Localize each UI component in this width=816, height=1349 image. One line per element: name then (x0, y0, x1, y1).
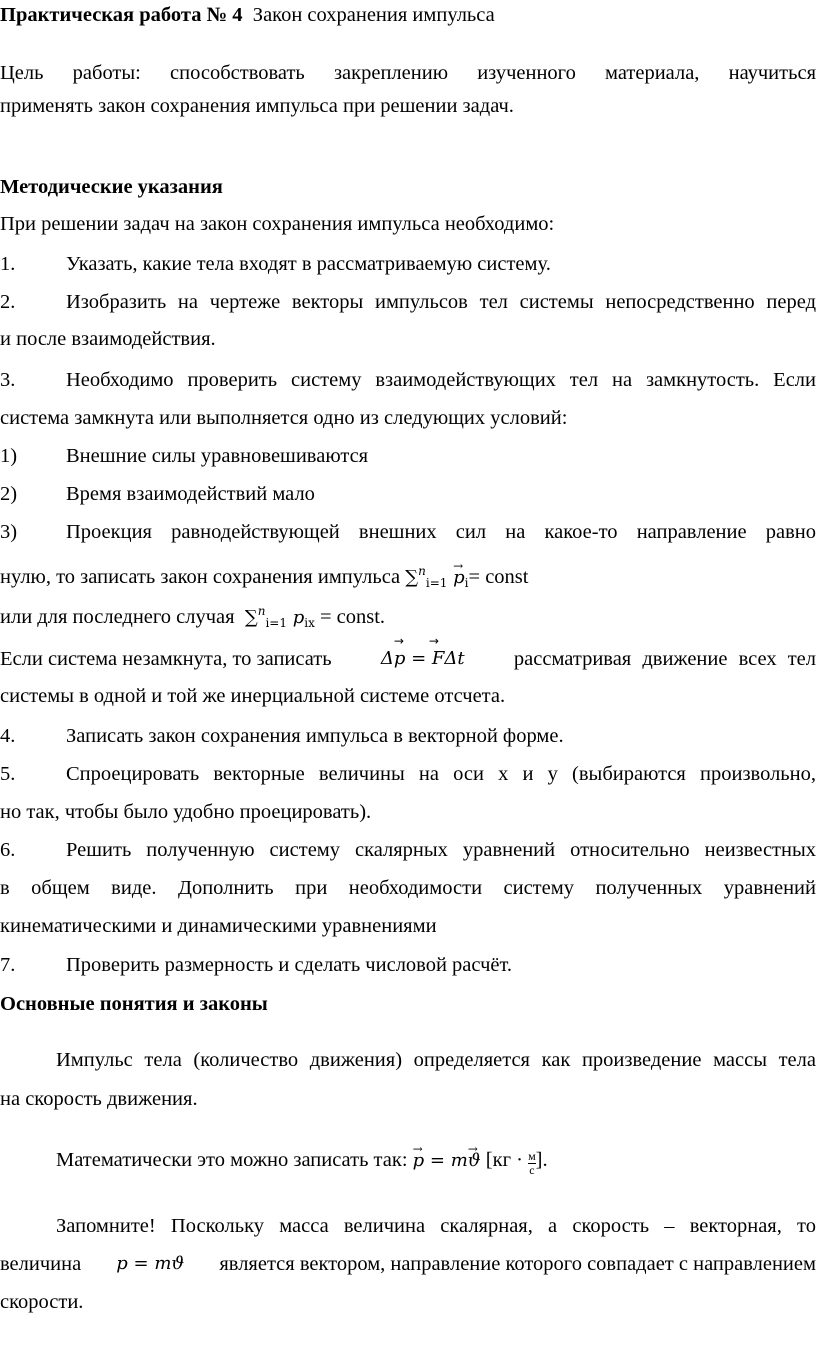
p-symbol: p (292, 607, 305, 628)
item-text: Решить полученную систему скалярных уравнений относительно неизвестных (66, 839, 816, 861)
condition-number: 3) (0, 521, 18, 543)
condition-3-cont (0, 558, 816, 590)
text: Если система незамкнута, то записать (0, 648, 332, 670)
momentum-sum-formula (405, 564, 469, 590)
momentum-formula (413, 1150, 481, 1171)
condition-3 (0, 519, 816, 545)
sum-sign: ∑ (405, 567, 419, 588)
condition-1 (0, 443, 816, 469)
remember-line-2 (0, 1251, 816, 1277)
formula-rhs: = const. (319, 606, 386, 628)
item-2-cont: и после взаимодействия. (0, 328, 216, 350)
sum-sign: ∑ (244, 607, 258, 628)
item-number: 3. (0, 369, 16, 391)
condition-text: Проекция равнодействующей внешних сил на какое-то направление равно (66, 521, 816, 543)
open-system-cont: системы в одной и той же инерциальной системе отсчета. (0, 685, 506, 707)
unit-fraction (528, 1150, 536, 1177)
vector-p: → p (413, 1148, 425, 1174)
item-text: Изобразить на чертеже векторы импульсов тел системы непосредственно перед (66, 291, 816, 313)
item-number: 5. (0, 763, 16, 785)
index: i (464, 576, 469, 590)
item-6 (0, 837, 816, 863)
title-number: Практическая работа № 4 (0, 4, 243, 26)
item-6-cont-2: кинематическими и динамическими уравнениями (0, 915, 437, 937)
item-number: 4. (0, 725, 16, 747)
remember-line-1: Запомните! Поскольку масса величина скалярная, а скорость – векторная, то (56, 1215, 816, 1237)
sum-upper: n (418, 564, 426, 578)
title-topic: Закон сохранения импульса (252, 4, 495, 26)
condition-number: 1) (0, 445, 18, 467)
text: или для последнего случая (0, 606, 235, 628)
item-3-cont: система замкнута или выполняется одно из следующих условий: (0, 407, 568, 429)
text: рассматривая движение всех тел (513, 648, 816, 670)
last-case-line (0, 598, 816, 630)
condition-text: Время взаимодействий мало (66, 483, 315, 505)
text: является вектором, направление которого совпадает с направлением (219, 1253, 816, 1275)
vector-p: → p (453, 565, 465, 591)
item-text: Спроецировать векторные величины на оси x и y (выбираются произвольно, (66, 763, 816, 785)
vector-arrow-icon: → (428, 634, 439, 648)
text: нулю, то записать закон сохранения импульса (0, 566, 401, 588)
remember-line-3: скорости. (0, 1291, 84, 1313)
item-2 (0, 289, 816, 315)
text: Математически это можно записать так: (56, 1149, 408, 1171)
item-text: Проверить размерность и сделать числовой расчёт. (66, 954, 513, 976)
impulse-line-2: на скорость движения. (0, 1088, 198, 1110)
impulse-change-formula: Δp = FΔt (380, 648, 465, 669)
unit: [кг · (480, 1149, 529, 1171)
projection-sum-formula (244, 604, 315, 630)
item-text: Указать, какие тела входят в рассматриваемую систему. (66, 253, 551, 275)
numerator: м (528, 1149, 536, 1163)
open-system-line (0, 634, 816, 672)
sum-upper: n (257, 604, 266, 618)
impulse-change-formula-wrap (380, 634, 465, 672)
vector-v: → ϑ (468, 1148, 481, 1174)
item-5-cont: но так, чтобы было удобно проецировать). (0, 801, 372, 823)
item-text: Необходимо проверить систему взаимодействующих тел на замкнутость. Если (66, 369, 816, 391)
item-number: 2. (0, 291, 16, 313)
basics-heading: Основные понятия и законы (0, 993, 268, 1015)
item-3 (0, 367, 816, 393)
method-heading: Методические указания (0, 176, 223, 198)
item-number: 1. (0, 253, 16, 275)
math-line (56, 1147, 816, 1177)
intro: При решении задач на закон сохранения импульса необходимо: (0, 213, 555, 235)
item-4 (0, 723, 816, 749)
formula-rhs: = const (468, 566, 529, 588)
unit-close: ]. (535, 1149, 548, 1171)
momentum-formula-scalar: p = mϑ (116, 1253, 185, 1274)
title (0, 2, 816, 28)
condition-number: 2) (0, 483, 18, 505)
item-number: 6. (0, 839, 16, 861)
sum-lower: i=1 (265, 616, 287, 630)
denominator: с (529, 1163, 535, 1177)
item-1 (0, 251, 816, 277)
vector-arrow-icon: → (393, 634, 404, 648)
goal-line-1: Цель работы: способствовать закреплению изученного материала, научиться (0, 62, 816, 84)
equals-m: = m (424, 1150, 468, 1171)
goal-line-2: применять закон сохранения импульса при решении задач. (0, 95, 514, 117)
text: величина (0, 1253, 82, 1275)
item-text: Записать закон сохранения импульса в векторной форме. (66, 725, 564, 747)
item-number: 7. (0, 954, 16, 976)
item-7 (0, 952, 816, 978)
item-5 (0, 761, 816, 787)
condition-2 (0, 481, 816, 507)
index: ix (304, 616, 315, 630)
condition-text: Внешние силы уравновешиваются (66, 445, 369, 467)
impulse-line-1: Импульс тела (количество движения) определяется как произведение массы тела (56, 1049, 816, 1071)
sum-lower: i=1 (425, 576, 448, 590)
item-6-cont: в общем виде. Дополнить при необходимости систему полученных уравнений (0, 877, 816, 899)
